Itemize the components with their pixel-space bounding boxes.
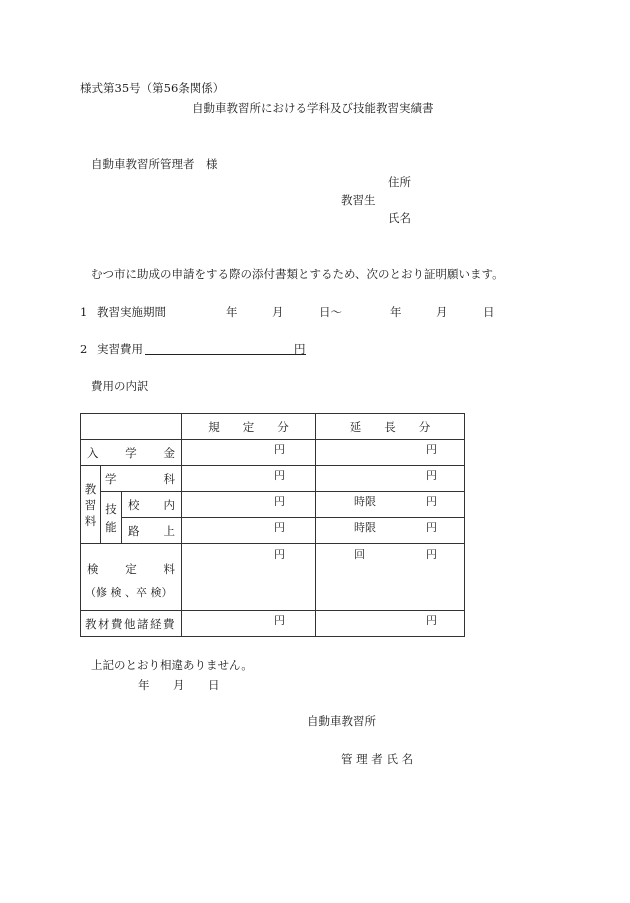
- table-row-admission: [81, 440, 465, 466]
- addressee: 自動車教習所管理者 様: [91, 157, 218, 171]
- yen-unit: 円: [274, 614, 285, 627]
- admission-char-1: 入: [87, 445, 99, 460]
- table-header-row: [81, 414, 465, 440]
- table-row-on-road: [81, 518, 465, 544]
- item1-number: 1: [80, 305, 88, 319]
- on-road-char-2: 上: [163, 523, 175, 538]
- exam-char-2: 定: [125, 562, 137, 576]
- on-road-char-1: 路: [128, 523, 140, 538]
- period-unit: 時限: [354, 521, 376, 534]
- yen-unit: 円: [426, 521, 437, 534]
- on-road-label: [122, 518, 182, 544]
- item1-day-end: 日: [483, 305, 495, 319]
- table-row-academic: [81, 466, 465, 492]
- yen-unit: 円: [426, 443, 437, 456]
- materials-extension-cell: [316, 611, 465, 637]
- on-course-extension-cell: [316, 492, 465, 518]
- item1-month-end: 月: [436, 305, 448, 319]
- item2-number: 2: [80, 342, 88, 356]
- exam-regular-cell: [182, 544, 316, 611]
- certification-text: 上記のとおり相違ありません。: [91, 658, 253, 672]
- form-title: 自動車教習所における学科及び技能教習実績書: [192, 101, 434, 115]
- item1-year-start: 年: [226, 305, 238, 319]
- manager-name-label: 管 理 者 氏 名: [341, 752, 414, 766]
- admission-regular-cell: [182, 440, 316, 466]
- table-row-exam: [81, 544, 465, 611]
- name-label: 氏名: [388, 211, 411, 225]
- tuition-group-label: [81, 466, 101, 544]
- yen-unit: 円: [426, 548, 437, 561]
- exam-label: [81, 544, 182, 611]
- yen-unit: 円: [426, 495, 437, 508]
- table-row-on-course: [81, 492, 465, 518]
- yen-unit: 円: [426, 469, 437, 482]
- yen-unit: 円: [274, 495, 285, 508]
- tuition-char-1: 教: [84, 481, 97, 496]
- item1-label: 教習実施期間: [97, 305, 166, 319]
- header-regular: 規 定 分: [182, 414, 316, 440]
- admission-char-2: 学: [125, 445, 137, 460]
- date-day: 日: [208, 678, 220, 692]
- materials-regular-cell: [182, 611, 316, 637]
- student-label: 教習生: [341, 193, 376, 207]
- skill-group-label: [101, 492, 122, 544]
- exam-char-3: 料: [163, 562, 175, 576]
- on-course-char-2: 内: [163, 497, 175, 512]
- item1-day-start: 日～: [319, 305, 342, 319]
- item1-year-end: 年: [390, 305, 402, 319]
- academic-char-1: 学: [105, 471, 117, 486]
- on-course-char-1: 校: [128, 497, 140, 512]
- yen-unit: 円: [426, 614, 437, 627]
- materials-label: 教材費他諸経費: [81, 611, 182, 637]
- cost-breakdown-table: [80, 413, 465, 637]
- yen-unit: 円: [274, 521, 285, 534]
- tuition-char-2: 習: [84, 497, 97, 512]
- yen-unit: 円: [274, 548, 285, 561]
- item2-unit: 円: [294, 342, 306, 356]
- yen-unit: 円: [274, 469, 285, 482]
- address-label: 住所: [388, 175, 411, 189]
- skill-char-2: 能: [105, 519, 117, 534]
- date-year: 年: [138, 678, 150, 692]
- breakdown-label: 費用の内訳: [91, 379, 149, 393]
- academic-regular-cell: [182, 466, 316, 492]
- form-number: 様式第35号（第56条関係）: [80, 81, 225, 95]
- on-course-label: [122, 492, 182, 518]
- admission-extension-cell: [316, 440, 465, 466]
- yen-unit: 円: [274, 443, 285, 456]
- exam-sub-label: （修 検 、卒 検）: [85, 586, 173, 599]
- on-road-regular-cell: [182, 518, 316, 544]
- academic-label: [101, 466, 182, 492]
- period-unit: 時限: [354, 495, 376, 508]
- academic-extension-cell: [316, 466, 465, 492]
- on-course-regular-cell: [182, 492, 316, 518]
- date-month: 月: [173, 678, 185, 692]
- admission-label: [81, 440, 182, 466]
- exam-char-1: 検: [87, 562, 99, 576]
- admission-char-3: 金: [163, 445, 175, 460]
- count-unit: 回: [354, 548, 365, 561]
- table-row-materials: [81, 611, 465, 637]
- exam-extension-cell: [316, 544, 465, 611]
- skill-char-1: 技: [105, 501, 117, 516]
- cost-underline: [145, 354, 306, 355]
- intro-text: むつ市に助成の申請をする際の添付書類とするため、次のとおり証明願います。: [91, 267, 504, 281]
- academic-char-2: 科: [163, 471, 175, 486]
- item2-label: 実習費用: [97, 342, 143, 356]
- school-name-label: 自動車教習所: [307, 714, 376, 728]
- on-road-extension-cell: [316, 518, 465, 544]
- item1-month-start: 月: [272, 305, 284, 319]
- tuition-char-3: 料: [84, 513, 97, 528]
- header-blank-cell: [81, 414, 182, 440]
- header-extension: 延 長 分: [316, 414, 465, 440]
